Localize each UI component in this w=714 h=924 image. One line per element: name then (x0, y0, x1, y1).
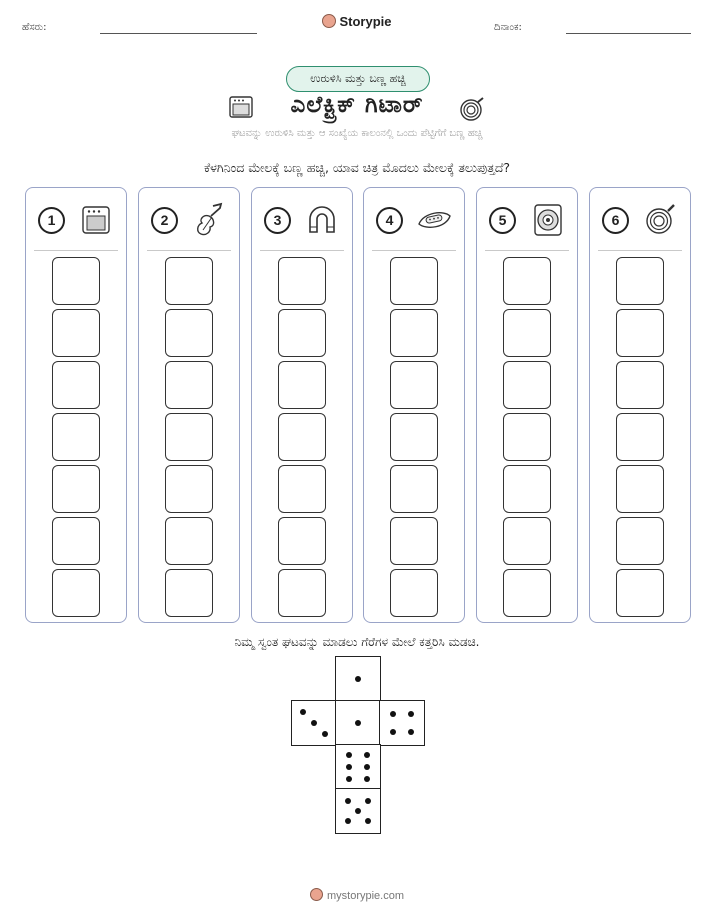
date-line[interactable] (566, 33, 691, 34)
color-box[interactable] (52, 465, 100, 513)
die-pip (345, 818, 351, 824)
die-pip (346, 776, 352, 782)
column-5 (476, 187, 578, 623)
die-pip (408, 729, 414, 735)
color-box[interactable] (278, 413, 326, 461)
color-box[interactable] (165, 465, 213, 513)
color-box[interactable] (278, 465, 326, 513)
activity-badge: ಉರುಳಿಸಿ ಮತ್ತು ಬಣ್ಣ ಹಚ್ಚಿ (286, 66, 430, 92)
die-pip (300, 709, 306, 715)
name-line[interactable] (100, 33, 257, 34)
color-box[interactable] (503, 569, 551, 617)
die-pip (346, 752, 352, 758)
die-pip (346, 764, 352, 770)
color-box[interactable] (390, 465, 438, 513)
die-pip (345, 798, 351, 804)
color-box[interactable] (503, 257, 551, 305)
column-3 (251, 187, 353, 623)
column-number: 5 (489, 207, 516, 234)
page-subtitle: ಘಟವನ್ನು ಉರುಳಿಸಿ ಮತ್ತು ಆ ಸಂಖ್ಯೆಯ ಕಾಲಂನಲ್ಲಿ ಒಂದು ಪೆಟ್ಟಿಗೆಗೆ ಬಣ್ಣ ಹಚ್ಚಿ (231, 128, 483, 139)
pickup-icon (416, 202, 452, 238)
column-divider (372, 250, 456, 251)
bear-icon (322, 14, 336, 28)
color-box[interactable] (52, 413, 100, 461)
color-box[interactable] (616, 257, 664, 305)
color-box[interactable] (390, 309, 438, 357)
die-pip (390, 711, 396, 717)
column-number: 2 (151, 207, 178, 234)
page-title: ಎಲೆಕ್ಟ್ರಿಕ್ ಗಿಟಾರ್ (290, 92, 424, 118)
color-box[interactable] (390, 517, 438, 565)
color-box[interactable] (52, 361, 100, 409)
cable-icon (642, 202, 678, 238)
footer: mystorypie.com (0, 888, 714, 902)
color-box[interactable] (165, 257, 213, 305)
cable-icon (458, 96, 486, 122)
color-box[interactable] (616, 309, 664, 357)
die-pip (364, 764, 370, 770)
bear-icon (310, 888, 323, 901)
color-box[interactable] (390, 413, 438, 461)
amplifier-icon (78, 202, 114, 238)
column-divider (260, 250, 344, 251)
column-number: 4 (376, 207, 403, 234)
die-face (335, 700, 381, 746)
die-pip (365, 818, 371, 824)
color-box[interactable] (503, 465, 551, 513)
color-box[interactable] (278, 569, 326, 617)
die-pip (364, 752, 370, 758)
color-box[interactable] (278, 309, 326, 357)
color-box[interactable] (165, 361, 213, 409)
die-pip (322, 731, 328, 737)
question-text: ಕೆಳಗಿನಿಂದ ಮೇಲಕ್ಕೆ ಬಣ್ಣ ಹಚ್ಚಿ, ಯಾವ ಚಿತ್ರ ಮೊದಲು ಮೇಲಕ್ಕೆ ತಲುಪುತ್ತದೆ? (203, 160, 511, 175)
die-pip (311, 720, 317, 726)
column-6 (589, 187, 691, 623)
column-divider (34, 250, 118, 251)
die-pip (408, 711, 414, 717)
color-box[interactable] (503, 361, 551, 409)
color-box[interactable] (390, 361, 438, 409)
column-number: 3 (264, 207, 291, 234)
color-box[interactable] (52, 517, 100, 565)
column-divider (147, 250, 231, 251)
color-box[interactable] (52, 569, 100, 617)
column-2 (138, 187, 240, 623)
die-face (335, 656, 381, 702)
color-box[interactable] (616, 465, 664, 513)
color-box[interactable] (278, 517, 326, 565)
column-number: 6 (602, 207, 629, 234)
die-pip (355, 720, 361, 726)
speaker-icon (529, 202, 565, 238)
color-box[interactable] (390, 257, 438, 305)
die-pip (390, 729, 396, 735)
die-face (379, 700, 425, 746)
storypie-logo: Storypie (0, 14, 714, 29)
die-pip (355, 808, 361, 814)
die-face (335, 788, 381, 834)
column-4 (363, 187, 465, 623)
color-box[interactable] (616, 413, 664, 461)
die-face (335, 744, 381, 790)
color-box[interactable] (278, 361, 326, 409)
die-instruction: ನಿಮ್ಮ ಸ್ವಂತ ಘಟವನ್ನು ಮಾಡಲು ಗೆರೆಗಳ ಮೇಲೆ ಕತ್ತರಿಸಿ ಮಡಚಿ. (234, 635, 480, 649)
color-box[interactable] (503, 413, 551, 461)
color-box[interactable] (503, 309, 551, 357)
column-divider (598, 250, 682, 251)
color-box[interactable] (52, 309, 100, 357)
color-box[interactable] (616, 569, 664, 617)
color-box[interactable] (165, 309, 213, 357)
column-number: 1 (38, 207, 65, 234)
column-divider (485, 250, 569, 251)
date-label: ದಿನಾಂಕ: (494, 22, 522, 33)
die-face (291, 700, 337, 746)
electric-guitar-icon (191, 202, 227, 238)
color-box[interactable] (52, 257, 100, 305)
die-pip (365, 798, 371, 804)
color-box[interactable] (165, 517, 213, 565)
color-box[interactable] (503, 517, 551, 565)
color-box[interactable] (165, 413, 213, 461)
name-label: ಹೆಸರು: (22, 22, 47, 33)
color-box[interactable] (616, 517, 664, 565)
column-1 (25, 187, 127, 623)
color-box[interactable] (165, 569, 213, 617)
die-pip (355, 676, 361, 682)
color-box[interactable] (278, 257, 326, 305)
die-pip (364, 776, 370, 782)
color-box[interactable] (390, 569, 438, 617)
magnet-icon (304, 202, 340, 238)
color-box[interactable] (616, 361, 664, 409)
